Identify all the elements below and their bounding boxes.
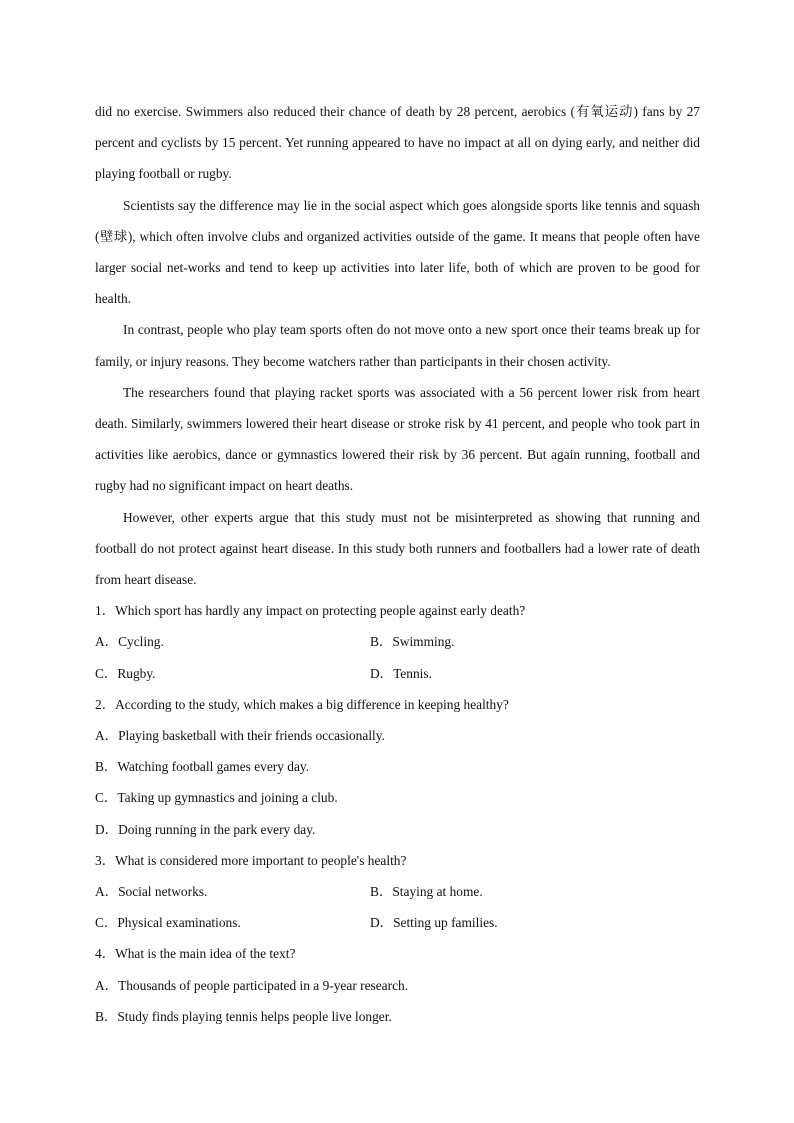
question-4 — [95, 938, 700, 1032]
option-letter: C． — [95, 665, 118, 681]
option-a[interactable] — [95, 626, 370, 657]
option-letter: D． — [95, 821, 119, 837]
option-row — [95, 907, 700, 938]
option-text: Staying at home. — [392, 883, 483, 899]
option-text: Tennis. — [393, 665, 432, 681]
question-stem: 2．According to the study, which makes a big difference in keeping healthy? — [95, 696, 509, 712]
question-stem: 1．Which sport has hardly any impact on protecting people against early death? — [95, 603, 526, 619]
paragraph: However, other experts argue that this study must not be misinterpreted as showing that running and football do not protect against heart disease. In this study both runners and footballers had a lower rate of death from heart disease. — [95, 509, 700, 588]
option-d[interactable] — [370, 658, 645, 689]
option-row — [95, 876, 700, 907]
paragraph: In contrast, people who play team sports often do not move onto a new sport once their teams break up for family, or injury reasons. They become watchers rather than participants in their chosen activity. — [95, 322, 700, 369]
option-text: Cycling. — [118, 634, 164, 650]
option-row — [95, 626, 700, 657]
option-a[interactable] — [95, 876, 370, 907]
option-letter: A． — [95, 634, 119, 650]
option-d[interactable] — [370, 907, 645, 938]
option-letter: C． — [95, 790, 118, 806]
option-letter: A． — [95, 883, 119, 899]
option-text: Physical examinations. — [117, 915, 241, 931]
option-c[interactable] — [95, 658, 370, 689]
option-text: Study finds playing tennis helps people live longer. — [117, 1008, 392, 1024]
option-letter: B． — [370, 883, 393, 899]
option-a[interactable] — [95, 970, 700, 1001]
option-letter: B． — [95, 1008, 118, 1024]
option-d[interactable] — [95, 814, 700, 845]
option-text: Watching football games every day. — [117, 759, 310, 775]
option-text: Swimming. — [392, 634, 455, 650]
option-b[interactable] — [370, 876, 645, 907]
paragraph: did no exercise. Swimmers also reduced their chance of death by 28 percent, aerobics (有氧运动) fans by 27 percent and cyclists by 15 percent. Yet running appeared to have no impact at all on dying early, and neither did playing football or rugby. — [95, 104, 700, 182]
option-text: Doing running in the park every day. — [118, 821, 316, 837]
option-letter: D． — [370, 915, 394, 931]
option-letter: A． — [95, 728, 119, 744]
question-2 — [95, 689, 700, 845]
passage — [95, 96, 700, 595]
question-stem: 3．What is considered more important to people's health? — [95, 852, 407, 868]
option-text: Thousands of people participated in a 9-year research. — [118, 977, 409, 993]
option-letter: B． — [370, 634, 393, 650]
option-a[interactable] — [95, 720, 700, 751]
option-text: Taking up gymnastics and joining a club. — [117, 790, 338, 806]
option-letter: C． — [95, 915, 118, 931]
question-stem: 4．What is the main idea of the text? — [95, 946, 296, 962]
option-b[interactable] — [95, 751, 700, 782]
option-row — [95, 658, 700, 689]
paragraph: Scientists say the difference may lie in the social aspect which goes alongside sports like tennis and squash (壁球), which often involve clubs and organized activities outside of the game. It means that people often have larger social net-works and tend to keep up activities into later life, both of which are proven to be good for health. — [95, 197, 700, 307]
option-text: Social networks. — [118, 883, 208, 899]
option-letter: A． — [95, 977, 119, 993]
option-letter: D． — [370, 665, 394, 681]
question-3 — [95, 845, 700, 939]
option-b[interactable] — [95, 1001, 700, 1032]
question-1 — [95, 595, 700, 689]
paragraph: The researchers found that playing racket sports was associated with a 56 percent lower risk from heart death. Similarly, swimmers lowered their heart disease or stroke risk by 41 percent, and people who took part in activities like aerobics, dance or gymnastics lowered their risk by 36 percent. But again running, football and rugby had no significant impact on heart deaths. — [95, 384, 700, 494]
document-page — [95, 96, 700, 1032]
option-c[interactable] — [95, 907, 370, 938]
option-text: Setting up families. — [393, 915, 498, 931]
option-c[interactable] — [95, 782, 700, 813]
option-text: Playing basketball with their friends occasionally. — [118, 728, 385, 744]
option-text: Rugby. — [117, 665, 156, 681]
option-b[interactable] — [370, 626, 645, 657]
option-letter: B． — [95, 759, 118, 775]
